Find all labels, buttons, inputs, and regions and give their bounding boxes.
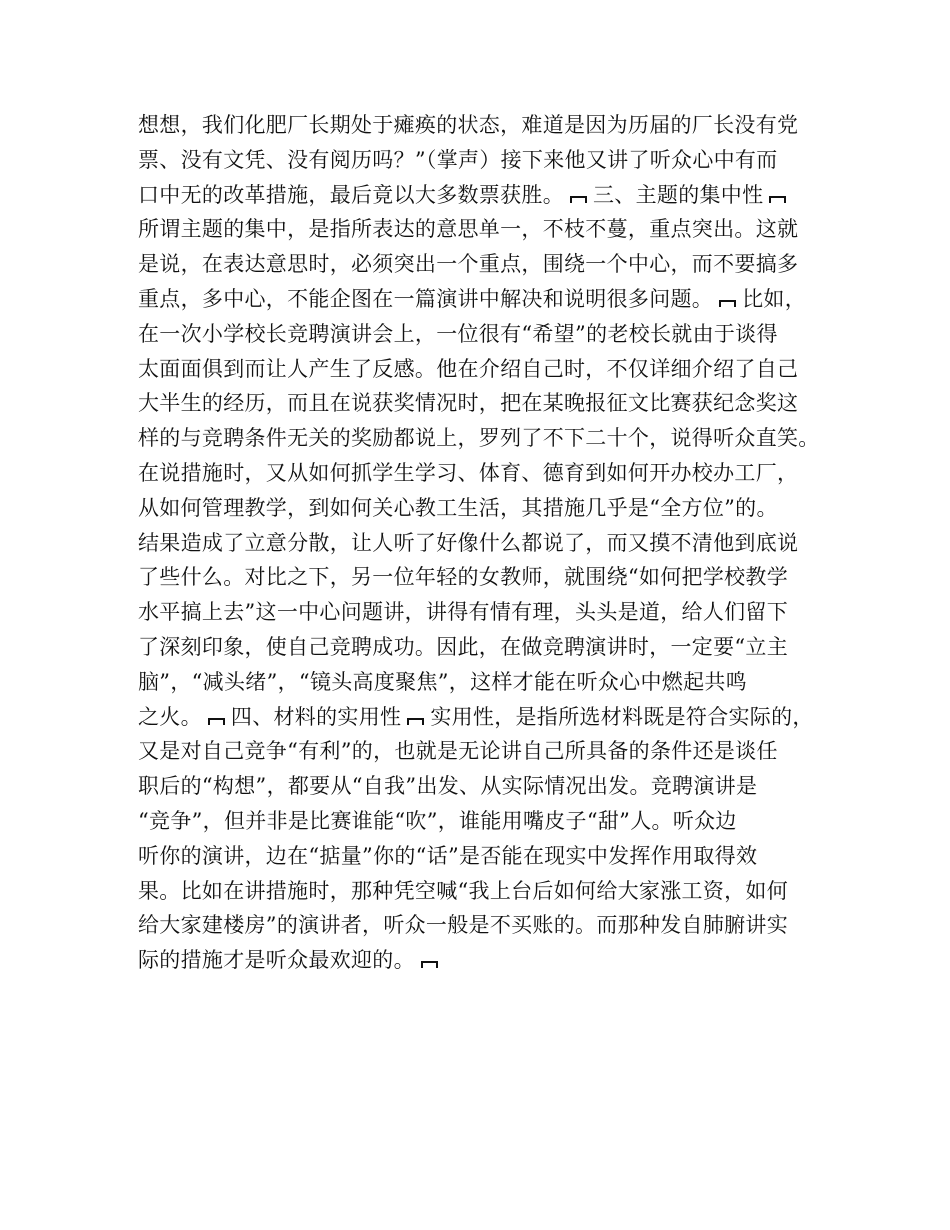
text-segment: 实用性，是指所选材料既是符合实际的， — [430, 704, 814, 729]
text-line — [138, 908, 838, 943]
text-line — [138, 108, 838, 143]
paragraph-mark-icon — [421, 961, 438, 968]
text-segment: 结果造成了立意分散，让人听了好像什么都说了，而又摸不清他到底说 — [138, 530, 799, 555]
paragraph-mark-icon — [719, 300, 736, 307]
text-segment: 给大家建楼房”的演讲者，听众一般是不买账的。而那种发自肺腑讲实 — [138, 913, 789, 938]
text-segment: 比如， — [742, 286, 807, 311]
text-segment: 际的措施才是听众最欢迎的。 — [138, 948, 415, 973]
text-segment: 水平搞上去”这一中心问题讲，讲得有情有理，头头是道，给人们留下 — [138, 600, 789, 625]
text-segment: 职后的“构想”，都要从“自我”出发、从实际情况出发。竞聘演讲是 — [138, 774, 758, 799]
text-segment: 票、没有文凭、没有阅历吗？”（掌声）接下来他又讲了听众心中有而 — [138, 147, 778, 172]
body-text — [138, 108, 838, 978]
text-segment: 从如何管理教学，到如何关心教工生活，其措施几乎是“全方位”的。 — [138, 495, 778, 520]
text-line — [138, 456, 838, 491]
text-line — [138, 247, 838, 282]
text-segment: 样的与竞聘条件无关的奖励都说上，罗列了不下二十个，说得听众直笑。 — [138, 426, 820, 451]
text-line — [138, 143, 838, 178]
text-segment: 三、主题的集中性 — [593, 182, 764, 207]
text-line — [138, 317, 838, 352]
text-line — [138, 874, 838, 909]
text-line — [138, 282, 838, 317]
text-segment: 果。比如在讲措施时，那种凭空喊“我上台后如何给大家涨工资，如何 — [138, 878, 789, 903]
text-line — [138, 769, 838, 804]
text-segment: 太面面俱到而让人产生了反感。他在介绍自己时，不仅详细介绍了自己 — [138, 356, 799, 381]
text-line — [138, 421, 838, 456]
text-segment: 在一次小学校长竞聘演讲会上，一位很有“希望”的老校长就由于谈得 — [138, 321, 778, 346]
text-segment: 是说，在表达意思时，必须突出一个重点，围绕一个中心，而不要搞多 — [138, 252, 799, 277]
text-line — [138, 526, 838, 561]
text-segment: 大半生的经历，而且在说获奖情况时，把在某晚报征文比赛获纪念奖这 — [138, 391, 799, 416]
text-line — [138, 352, 838, 387]
text-segment: 之火。 — [138, 704, 202, 729]
text-segment: 四、材料的实用性 — [230, 704, 402, 729]
text-line — [138, 630, 838, 665]
text-line — [138, 386, 838, 421]
paragraph-mark-icon — [208, 718, 225, 725]
text-segment: 了些什么。对比之下，另一位年轻的女教师，就围绕“如何把学校教学 — [138, 565, 789, 590]
text-segment: 又是对自己竞争“有利”的，也就是无论讲自己所具备的条件还是谈任 — [138, 739, 778, 764]
text-line — [138, 804, 838, 839]
text-segment: 重点，多中心，不能企图在一篇演讲中解决和说明很多问题。 — [138, 286, 714, 311]
text-line — [138, 943, 838, 978]
text-line — [138, 212, 838, 247]
text-line — [138, 839, 838, 874]
paragraph-mark-icon — [769, 196, 786, 203]
text-line — [138, 178, 838, 213]
text-line — [138, 595, 838, 630]
text-line — [138, 700, 838, 735]
text-line — [138, 665, 838, 700]
text-segment: “竞争”，但并非是比赛谁能“吹”，谁能用嘴皮子“甜”人。听众边 — [138, 808, 737, 833]
text-line — [138, 560, 838, 595]
text-segment: 了深刻印象，使自己竞聘成功。因此，在做竞聘演讲时，一定要“立主 — [138, 634, 789, 659]
text-segment: 在说措施时，又从如何抓学生学习、体育、德育到如何开办校办工厂， — [138, 460, 799, 485]
text-segment: 脑”，“减头绪”，“镜头高度聚焦”，这样才能在听众心中燃起共鸣 — [138, 669, 747, 694]
text-segment: 口中无的改革措施，最后竟以大多数票获胜。 — [138, 182, 564, 207]
text-line — [138, 734, 838, 769]
text-segment: 所谓主题的集中，是指所表达的意思单一，不枝不蔓，重点突出。这就 — [138, 217, 799, 242]
text-segment: 想想，我们化肥厂长期处于瘫痪的状态，难道是因为历届的厂长没有党 — [138, 113, 799, 137]
paragraph-mark-icon — [570, 196, 587, 203]
text-segment: 听你的演讲，边在“掂量”你的“话”是否能在现实中发挥作用取得效 — [138, 843, 758, 868]
text-line — [138, 491, 838, 526]
paragraph-mark-icon — [407, 718, 424, 725]
